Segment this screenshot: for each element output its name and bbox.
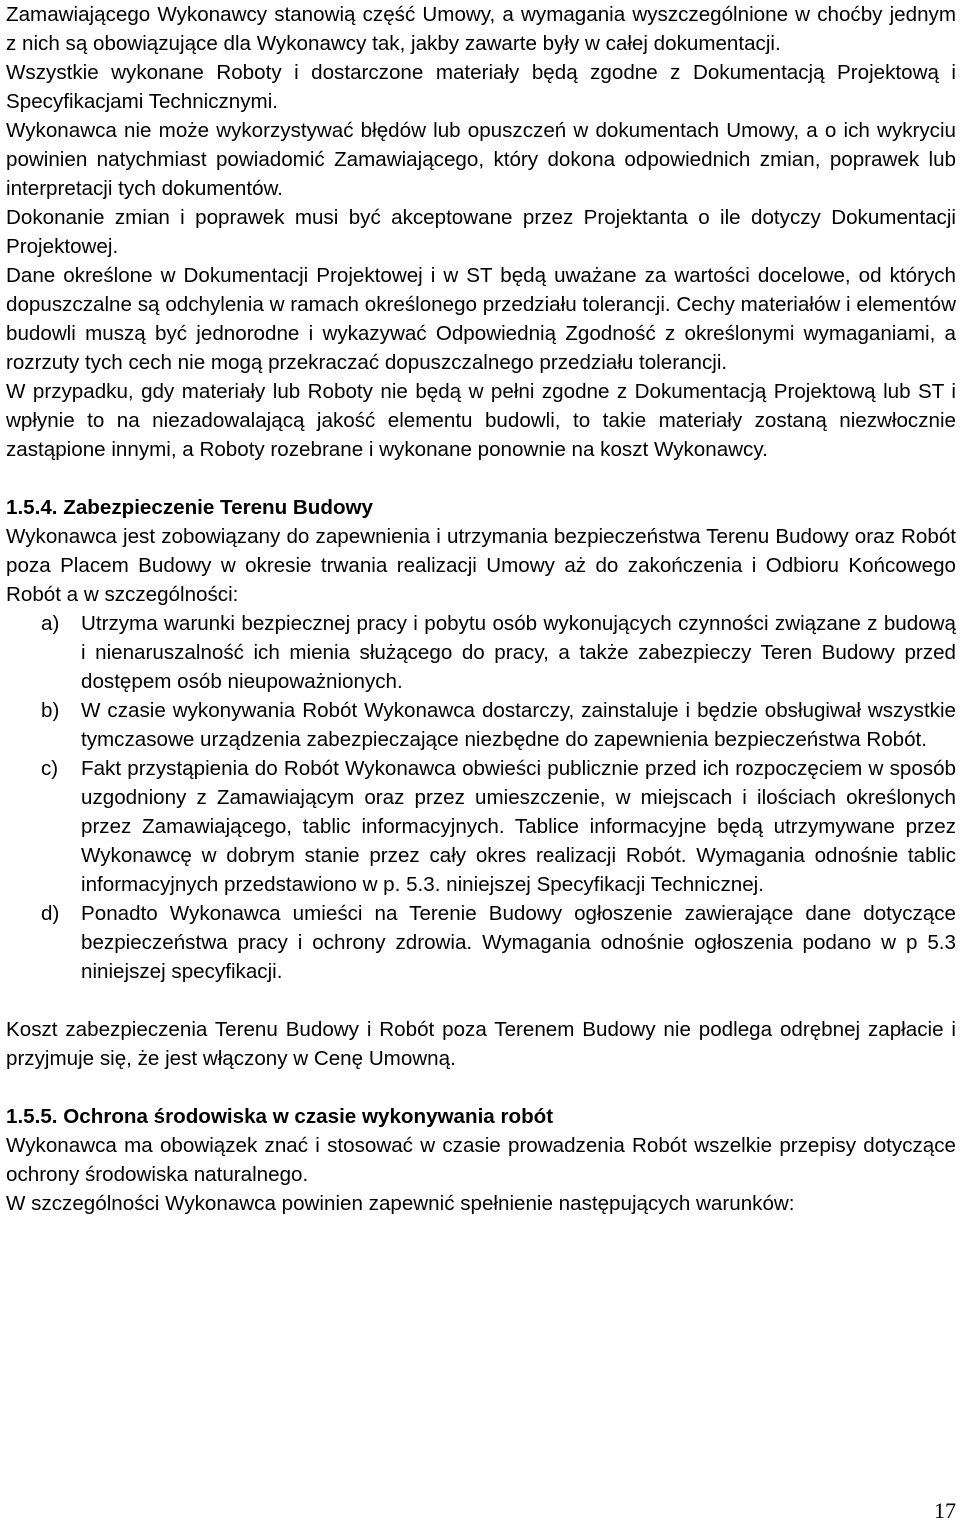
section-heading-1-5-5 (6, 1102, 956, 1131)
paragraph: Zamawiającego Wykonawcy stanowią część Umowy, a wymagania wyszczególnione w choćby jednym z nich są obowiązujące dla Wykonawcy tak, jakby zawarte były w całej dokumentacji. (6, 3, 956, 55)
list-item-text: W czasie wykonywania Robót Wykonawca dostarczy, zainstaluje i będzie obsługiwał wszystkie tymczasowe urządzenia zabezpieczające niezbędne do zapewnienia bezpieczeństwa Robót. (81, 699, 956, 751)
list-item (6, 609, 956, 696)
spacer (6, 986, 956, 1015)
spacer (6, 464, 956, 493)
list-item-label: b) (41, 699, 60, 722)
section-number: 1.5.5. (6, 1105, 58, 1128)
list-item (6, 696, 956, 754)
list-item-label: d) (41, 902, 60, 925)
list-item-label: a) (41, 612, 60, 635)
list-item-text: Fakt przystąpienia do Robót Wykonawca obwieści publicznie przed ich rozpoczęciem w sposób uzgodniony z Zamawiającym oraz przez umieszczenie, w miejscach i ilościach określonych przez Zamawiającego, tablic informacyjnych. Tablice informacyjne będą utrzymywane przez Wykonawcę w dobrym stanie przez cały okres realizacji Robót. Wymagania odnośnie tablic informacyjnych przedstawiono w p. 5.3. niniejszej Specyfikacji Technicznej. (81, 757, 956, 896)
section-title: Ochrona środowiska w czasie wykonywania robót (63, 1105, 554, 1128)
list-item (6, 754, 956, 899)
section-closing: Koszt zabezpieczenia Terenu Budowy i Robót poza Terenem Budowy nie podlega odrębnej zapłacie i przyjmuje się, że jest włączony w Cenę Umowną. (6, 1018, 956, 1070)
paragraph: Dane określone w Dokumentacji Projektowej i w ST będą uważane za wartości docelowe, od których dopuszczalne są odchylenia w ramach określonego przedziału tolerancji. Cechy materiałów i elementów budowli muszą być jednorodne i wykazywać Odpowiednią Zgodność z określonymi wymaganiami, a rozrzuty tych cech nie mogą przekraczać dopuszczalnego przedziału tolerancji. (6, 264, 956, 374)
section-intro: Wykonawca jest zobowiązany do zapewnienia i utrzymania bezpieczeństwa Terenu Budowy oraz Robót poza Placem Budowy w okresie trwania realizacji Umowy aż do zakończenia i Odbioru Końcowego Robót a w szczególności: (6, 525, 956, 606)
paragraph: W przypadku, gdy materiały lub Roboty nie będą w pełni zgodne z Dokumentacją Projektową lub ST i wpłynie to na niezadowalającą jakość elementu budowli, to takie materiały zostaną niezwłocznie zastąpione innymi, a Roboty rozebrane i wykonane ponownie na koszt Wykonawcy. (6, 380, 956, 461)
paragraph: Wykonawca nie może wykorzystywać błędów lub opuszczeń w dokumentach Umowy, a o ich wykryciu powinien natychmiast powiadomić Zamawiającego, który dokona odpowiednich zmian, poprawek lub interpretacji tych dokumentów. (6, 119, 956, 200)
section-number: 1.5.4. (6, 496, 58, 519)
list-item-label: c) (41, 757, 59, 780)
paragraph: Dokonanie zmian i poprawek musi być akceptowane przez Projektanta o ile dotyczy Dokumentacji Projektowej. (6, 206, 956, 258)
section-heading-1-5-4 (6, 493, 956, 522)
paragraph: Wszystkie wykonane Roboty i dostarczone materiały będą zgodne z Dokumentacją Projektową i Specyfikacjami Technicznymi. (6, 61, 956, 113)
list-item-text: Utrzyma warunki bezpiecznej pracy i pobytu osób wykonujących czynności związane z budową i nienaruszalność ich mienia służącego do pracy, a także zabezpieczy Teren Budowy przed dostępem osób nieupoważnionych. (81, 612, 956, 693)
spacer (6, 1073, 956, 1102)
paragraph: Wykonawca ma obowiązek znać i stosować w czasie prowadzenia Robót wszelkie przepisy dotyczące ochrony środowiska naturalnego. (6, 1134, 956, 1186)
paragraph: W szczególności Wykonawca powinien zapewnić spełnienie następujących warunków: (6, 1192, 795, 1215)
list-item-text: Ponadto Wykonawca umieści na Terenie Budowy ogłoszenie zawierające dane dotyczące bezpieczeństwa pracy i ochrony zdrowia. Wymagania odnośnie ogłoszenia podano w p 5.3 niniejszej specyfikacji. (81, 902, 956, 983)
list-item (6, 899, 956, 986)
page-number: 17 (934, 1498, 956, 1523)
section-title: Zabezpieczenie Terenu Budowy (63, 496, 373, 519)
